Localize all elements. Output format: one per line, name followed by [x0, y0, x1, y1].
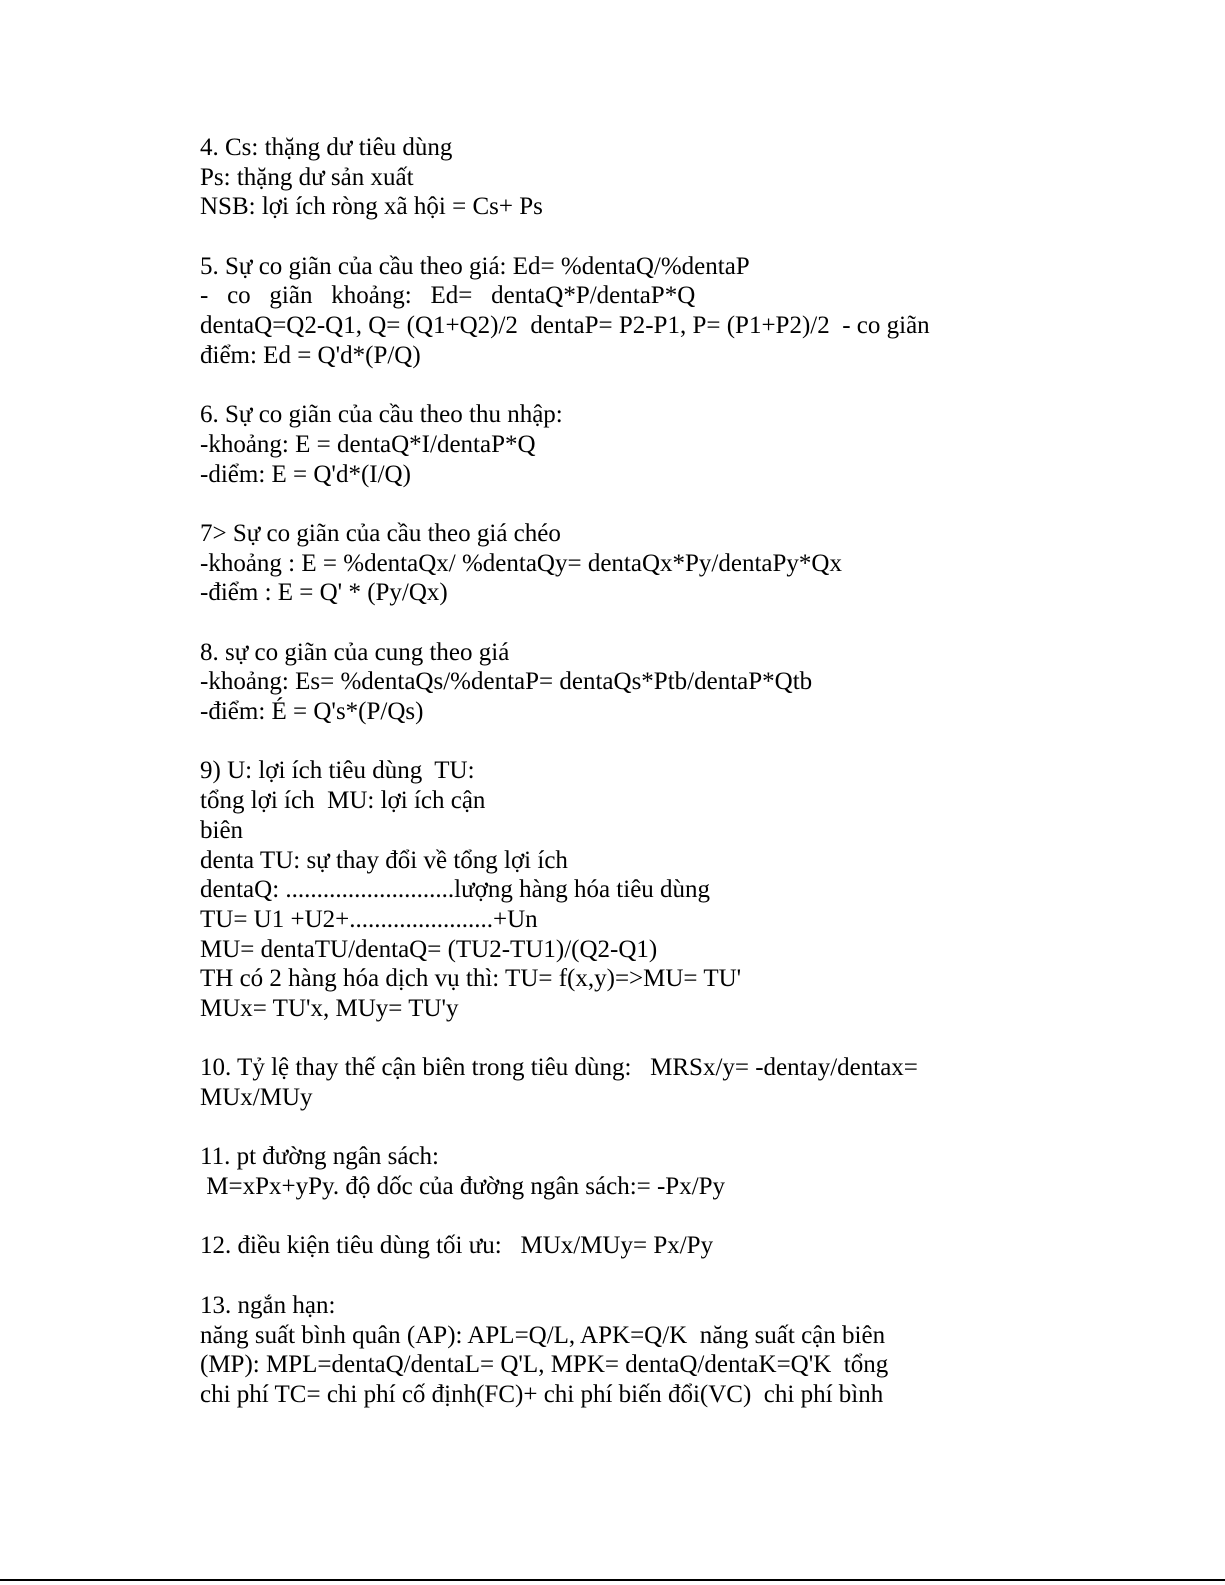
text-line: -điểm : E = Q' * (Py/Qx)	[200, 579, 448, 607]
text-line: 5. Sự co giãn của cầu theo giá: Ed= %dentaQ/%dentaP	[200, 252, 750, 280]
text-line: -khoảng: Es= %dentaQs/%dentaP= dentaQs*Ptb/dentaP*Qtb	[200, 668, 813, 696]
text-line: 13. ngắn hạn:	[200, 1291, 336, 1319]
text-line: denta TU: sự thay đổi về tổng lợi ích	[200, 846, 568, 874]
document-body	[200, 133, 980, 1410]
text-line: 6. Sự co giãn của cầu theo thu nhập:	[200, 401, 563, 429]
text-line: biên	[200, 816, 244, 844]
text-line: dentaQ=Q2-Q1, Q= (Q1+Q2)/2 dentaP= P2-P1, P= (P1+P2)/2 - co giãn	[200, 312, 930, 340]
text-line: TH có 2 hàng hóa dịch vụ thì: TU= f(x,y)=>MU= TU'	[200, 965, 742, 993]
text-line: 8. sự co giãn của cung theo giá	[200, 638, 510, 666]
blank-line	[200, 1113, 980, 1143]
text-line: 4. Cs: thặng dư tiêu dùng	[200, 134, 453, 161]
text-line: điểm: Ed = Q'd*(P/Q)	[200, 341, 421, 369]
text-line: chi phí TC= chi phí cố định(FC)+ chi phí biến đổi(VC) chi phí bình	[200, 1380, 884, 1408]
blank-line	[200, 222, 980, 252]
text-line: dentaQ: ...........................lượng hàng hóa tiêu dùng	[200, 876, 711, 904]
text-line: 11. pt đường ngân sách:	[200, 1143, 440, 1171]
text-line: M=xPx+yPy. độ dốc của đường ngân sách:= -Px/Py	[200, 1173, 726, 1201]
text-line: năng suất bình quân (AP): APL=Q/L, APK=Q/K năng suất cận biên	[200, 1321, 886, 1349]
text-line: - co giãn khoảng: Ed= dentaQ*P/dentaP*Q	[200, 282, 696, 310]
text-line: NSB: lợi ích ròng xã hội = Cs+ Ps	[200, 193, 543, 221]
text-line: MU= dentaTU/dentaQ= (TU2-TU1)/(Q2-Q1)	[200, 935, 658, 963]
text-line: tổng lợi ích MU: lợi ích cận	[200, 787, 486, 815]
blank-line	[200, 1202, 980, 1232]
blank-line	[200, 371, 980, 401]
blank-line	[200, 489, 980, 519]
text-line: -khoảng: E = dentaQ*I/dentaP*Q	[200, 430, 536, 458]
text-line: Ps: thặng dư sản xuất	[200, 163, 414, 191]
text-line: -diểm: E = Q'd*(I/Q)	[200, 460, 411, 488]
text-line: -khoảng : E = %dentaQx/ %dentaQy= dentaQx*Py/dentaPy*Qx	[200, 549, 842, 577]
blank-line	[200, 1261, 980, 1291]
text-line: 9) U: lợi ích tiêu dùng TU:	[200, 757, 475, 785]
text-line: MUx= TU'x, MUy= TU'y	[200, 994, 459, 1022]
text-line: TU= U1 +U2+.......................+Un	[200, 905, 538, 933]
text-line: -điểm: É = Q's*(P/Qs)	[200, 698, 424, 726]
blank-line	[200, 1024, 980, 1054]
blank-line	[200, 608, 980, 638]
text-line: 7> Sự co giãn của cầu theo giá chéo	[200, 519, 561, 547]
text-line: 12. điều kiện tiêu dùng tối ưu: MUx/MUy= Px/Py	[200, 1232, 714, 1260]
page-bottom-rule	[0, 1579, 1225, 1581]
text-line: MUx/MUy	[200, 1084, 313, 1111]
blank-line	[200, 727, 980, 757]
text-line: 10. Tỷ lệ thay thế cận biên trong tiêu dùng: MRSx/y= -dentay/dentax=	[200, 1054, 918, 1082]
text-line: (MP): MPL=dentaQ/dentaL= Q'L, MPK= dentaQ/dentaK=Q'K tổng	[200, 1351, 889, 1379]
